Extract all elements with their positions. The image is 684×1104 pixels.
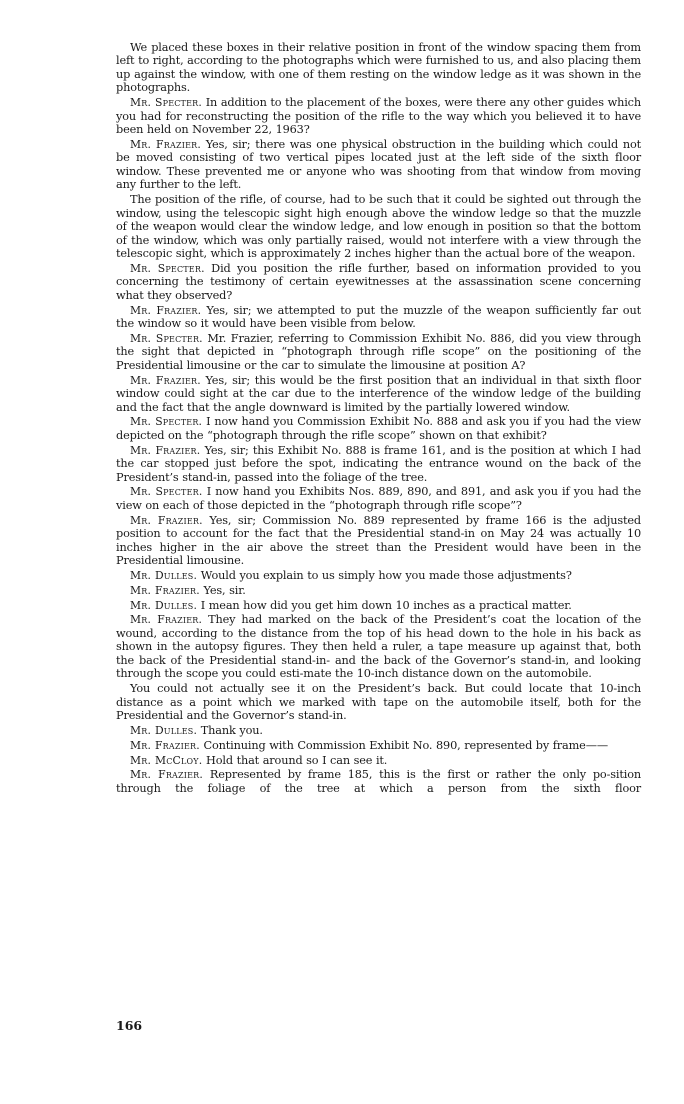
testimony-paragraph	[116, 332, 641, 372]
testimony-paragraph	[116, 739, 641, 752]
testimony-paragraph	[116, 415, 641, 442]
testimony-paragraph	[116, 584, 641, 597]
paragraph-text: The position of the rifle, of course, had to be such that it could be sighted out through the window, using the telescopic sight high enough above the window ledge so that the muzzle of the weapon would clear the window ledge, and low enough in position so that the bottom of the window, which was only partially raised, would not interfere with a view through the telescopic sight, which is approximately 2 inches higher than the actual bore of the weapon.	[116, 193, 641, 260]
paragraph-text: We placed these boxes in their relative position in front of the window spacing them from left to right, according to the photographs which were furnished to us, and also placing them up against the window, with one of them resting on the window ledge as it was shown in the photographs.	[116, 41, 641, 95]
speaker-name: Mr. Frazier.	[130, 513, 203, 527]
testimony-paragraph	[116, 514, 641, 568]
testimony-paragraph	[116, 599, 641, 612]
paragraph-text: Continuing with Commission Exhibit No. 890, represented by frame——	[203, 738, 609, 752]
testimony-paragraph	[116, 444, 641, 484]
testimony-paragraph	[116, 374, 641, 414]
paragraph-text: Mr. Frazier, referring to Commission Exhibit No. 886, did you view through the sight that depicted in “photograph through rifle scope” on the positioning of the Presidential limousine or the car to simulate the limousine at position A?	[116, 331, 641, 372]
speaker-name: Mr. Frazier.	[130, 738, 200, 752]
page-number: 166	[116, 1018, 143, 1033]
speaker-name: Mr. Specter.	[130, 261, 205, 275]
speaker-name: Mr. Frazier.	[130, 613, 203, 627]
paragraph-text: They had marked on the back of the President’s coat the location of the wound, according to the distance from the top of his head down to the hole in his back as shown in the autopsy figures. They then held a ruler, a tape measure up against that, both the back of the Presidential stand-in- and the back of the Governor’s stand-in, and looking through the scope you could esti-mate the 10-inch distance down on the automobile.	[116, 613, 641, 681]
document-body	[116, 41, 641, 797]
speaker-name: Mr. Frazier.	[130, 373, 201, 387]
testimony-paragraph	[116, 724, 641, 737]
paragraph-text: In addition to the placement of the boxes, were there any other guides which you had for reconstructing the position of the rifle to the way which you believed it to have been held on November 22, 1963?	[116, 96, 641, 137]
testimony-paragraph	[116, 138, 641, 192]
testimony-paragraph	[116, 262, 641, 302]
paragraph	[116, 682, 641, 722]
speaker-name: Mr. Frazier.	[130, 768, 204, 782]
paragraph-text: Would you explain to us simply how you made those adjustments?	[200, 568, 572, 582]
paragraph-text: Hold that around so I can see it.	[206, 753, 388, 767]
speaker-name: Mr. Specter.	[130, 331, 203, 345]
testimony-paragraph	[116, 768, 641, 795]
paragraph-text: Yes, sir; this would be the first position that an individual in that sixth floor window could sight at the car due to the interference of the window ledge of the building and the fact that the angle downward is limited by the partially lowered window.	[116, 373, 641, 414]
testimony-paragraph	[116, 613, 641, 680]
speaker-name: Mr. Specter.	[130, 415, 203, 429]
speaker-name: Mr. Dulles.	[130, 598, 198, 612]
paragraph-text: Thank you.	[200, 723, 263, 737]
paragraph-text: Yes, sir.	[203, 583, 246, 597]
speaker-name: Mr. Frazier.	[130, 137, 201, 151]
speaker-name: Mr. Frazier.	[130, 443, 201, 457]
speaker-name: Mr. Dulles.	[130, 723, 198, 737]
paragraph-text: Represented by frame 185, this is the first or rather the only po-sition through the foliage of the tree at which a person from the sixth floor	[116, 768, 641, 795]
paragraph-text: You could not actually see it on the President’s back. But could locate that 10-inch distance as a point which we marked with tape on the automobile itself, both for the Presidential and the Governor’s stand-in.	[116, 682, 641, 722]
paragraph-text: I now hand you Commission Exhibit No. 888 and ask you if you had the view depicted on the “photograph through the rifle scope” shown on that exhibit?	[116, 415, 641, 442]
speaker-name: Mr. Frazier.	[130, 583, 200, 597]
speaker-name: Mr. Dulles.	[130, 568, 198, 582]
paragraph-text: I now hand you Exhibits Nos. 889, 890, and 891, and ask you if you had the view on each of those depicted in the “photograph through rifle scope”?	[116, 485, 641, 512]
paragraph-text: Yes, sir; there was one physical obstruction in the building which could not be moved consisting of two vertical pipes located just at the left side of the sixth floor window. These prevented me or anyone who was shooting from that window from moving any further to the left.	[116, 137, 641, 192]
testimony-paragraph	[116, 485, 641, 512]
paragraph-text: Yes, sir; we attempted to put the muzzle of the weapon sufficiently far out the window so it would have been visible from below.	[116, 303, 641, 331]
paragraph-text: I mean how did you get him down 10 inches as a practical matter.	[200, 598, 572, 612]
testimony-paragraph	[116, 569, 641, 582]
testimony-paragraph	[116, 96, 641, 136]
speaker-name: Mr. Specter.	[130, 485, 203, 499]
speaker-name: Mr. Frazier.	[130, 303, 202, 317]
paragraph-text: Yes, sir; this Exhibit No. 888 is frame 161, and is the position at which I had the car stopped just before the spot, indicating the entrance wound on the back of the President’s stand-in, passed into the foliage of the tree.	[116, 443, 641, 484]
paragraph	[116, 193, 641, 260]
testimony-paragraph	[116, 304, 641, 331]
speaker-name: Mr. McCloy.	[130, 753, 203, 767]
paragraph-text: Did you position the rifle further, based on information provided to you concerning the testimony of certain eyewitnesses at the assassination scene concerning what they observed?	[116, 261, 641, 302]
paragraph-text: Yes, sir; Commission No. 889 represented by frame 166 is the adjusted position to account for the fact that the Presidential stand-in on May 24 was actually 10 inches higher in the air above the street than the President would have been in the Presidential limousine.	[116, 513, 641, 568]
speaker-name: Mr. Specter.	[130, 96, 202, 110]
paragraph	[116, 41, 641, 95]
testimony-paragraph	[116, 754, 641, 767]
